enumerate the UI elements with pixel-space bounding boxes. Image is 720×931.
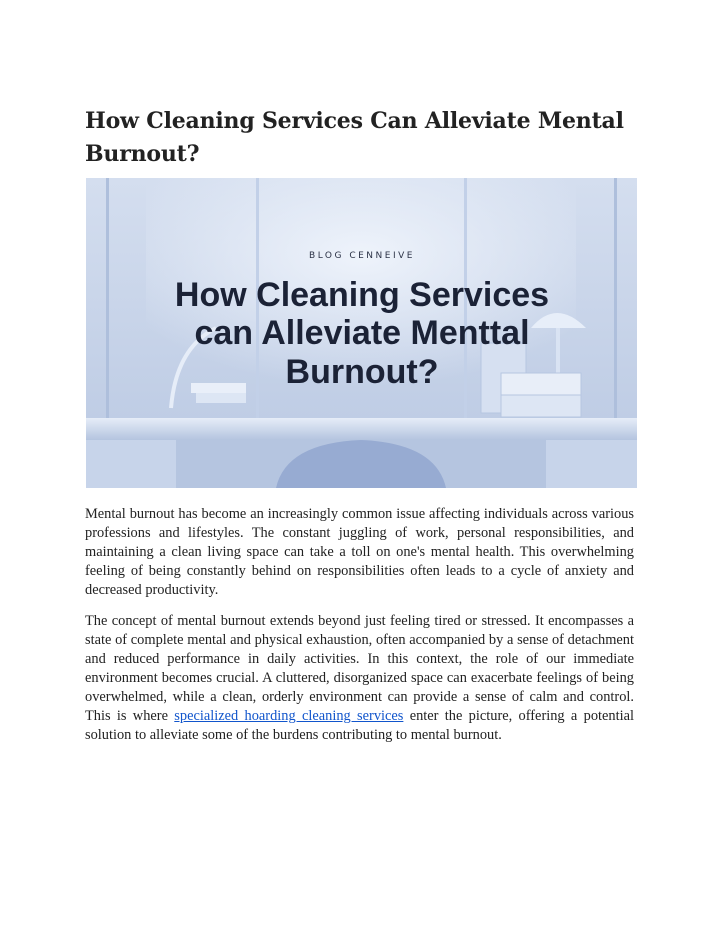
paragraph-2-text-before: The concept of mental burnout extends beyond just feeling tired or stressed. It encompasses a state of complete mental and physical exhaustion, often accompanied by a sense of detachment and reduced performance in daily activities. In this context, the role of our immediate environment becomes crucial. A cluttered, disorganized space can exacerbate feelings of being overwhelmed, while a clean, orderly environment can provide a sense of calm and control. This is where [85,613,634,724]
hero-headline-line-1: How Cleaning Services [174,276,550,314]
article-title: How Cleaning Services Can Alleviate Mental Burnout? [85,108,624,167]
paragraph-2 [85,612,634,745]
hero-headline-line-3: Burnout? [285,353,439,391]
article-body [85,505,634,757]
hero-headline-line-2: can Alleviate Menttal [194,314,530,352]
hoarding-cleaning-services-link[interactable]: specialized hoarding cleaning services [174,708,404,724]
hero-image [86,178,637,488]
paragraph-2-text-after: enter the picture, offering a potential solution to alleviate some of the burdens contributing to mental burnout. [85,708,634,743]
paragraph-1: Mental burnout has become an increasingly common issue affecting individuals across various professions and lifestyles. The constant juggling of work, personal responsibilities, and maintaining a clean living space can take a toll on one's mental health. This overwhelming feeling of being constantly behind on responsibilities often leads to a cycle of anxiety and decreased productivity. [85,506,634,598]
hero-eyebrow: BLOG CENNEIVE [309,251,415,261]
